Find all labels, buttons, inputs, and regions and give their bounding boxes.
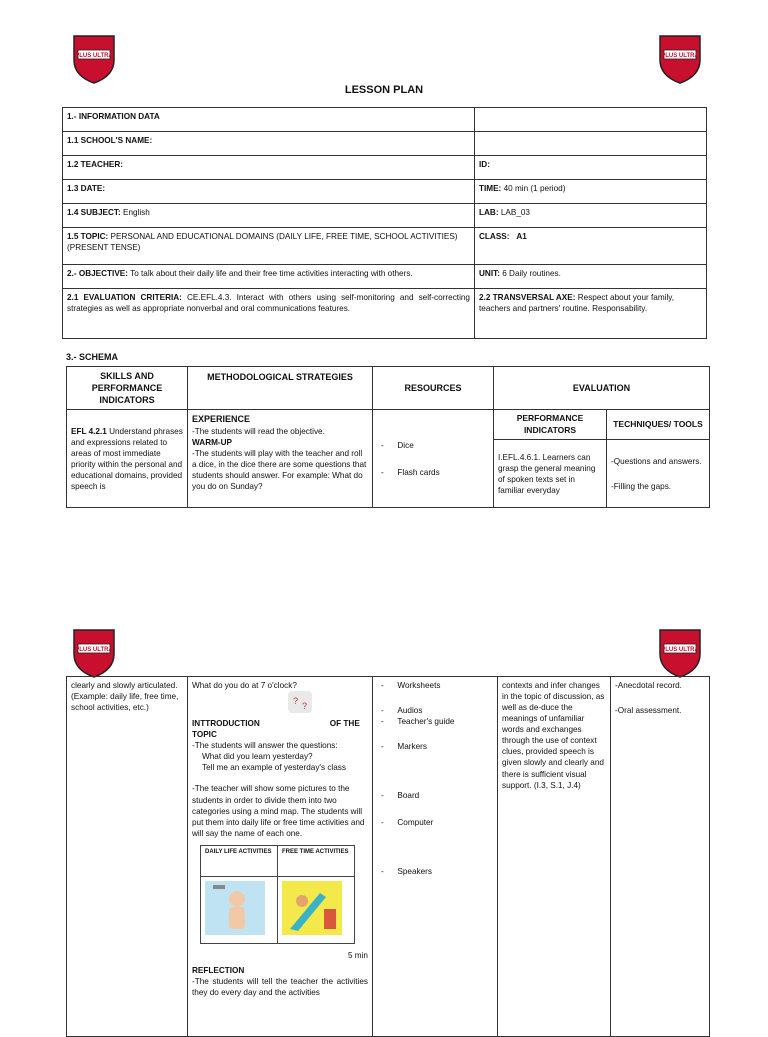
spacer bbox=[611, 467, 705, 481]
resource-label: Markers bbox=[397, 742, 427, 752]
perf-header: PERFORMANCE INDICATORS bbox=[494, 410, 607, 440]
time-value: 40 min (1 period) bbox=[501, 184, 566, 193]
perf-cont-cell: contexts and infer changes in the topic of discussion, as well as de-duce the meanings of unfamiliar words and exchanges through the use of context clues, provided speech is given slowly and clearly and there is sufficient visual support. (I.3, S.1, J.4) bbox=[498, 677, 611, 1037]
schema-continuation-table bbox=[66, 676, 710, 1037]
reflection-text: -The students will tell the teacher the activities they do every day and the activities bbox=[192, 976, 368, 997]
tech-cell bbox=[607, 440, 710, 508]
resource-label: Dice bbox=[397, 440, 414, 450]
resource-item: - Speakers bbox=[381, 867, 432, 877]
question-item: Tell me an example of yesterday's class bbox=[202, 763, 346, 773]
criteria-label: 2.1 EVALUATION CRITERIA: bbox=[67, 293, 182, 302]
methods-header: METHODOLOGICAL STRATEGIES bbox=[188, 367, 373, 410]
tech-item: -Filling the gaps. bbox=[611, 481, 672, 491]
skill-cell bbox=[67, 410, 188, 508]
lab-label: LAB: bbox=[479, 208, 499, 217]
logo-text: PLUS ULTRA bbox=[661, 647, 699, 653]
skills-header: SKILLS AND PERFORMANCE INDICATORS bbox=[67, 367, 188, 410]
resource-label: Teacher's guide bbox=[397, 717, 455, 727]
empty-cell bbox=[475, 132, 707, 156]
playground-image bbox=[280, 879, 344, 937]
tech-item: -Oral assessment. bbox=[615, 706, 682, 716]
axe-label: 2.2 TRANSVERSAL AXE: bbox=[479, 293, 576, 302]
intro-word: OF THE bbox=[329, 719, 360, 729]
empty-cell bbox=[475, 108, 707, 132]
shower-picture bbox=[201, 876, 278, 943]
school-crest-logo bbox=[656, 30, 704, 84]
spacer bbox=[381, 727, 493, 741]
resource-item: - Board bbox=[381, 791, 420, 801]
question-seven: What do you do at 7 o'clock? bbox=[192, 681, 297, 690]
school-crest-logo bbox=[656, 624, 704, 678]
question-item: What did you learn yesterday? bbox=[202, 752, 313, 762]
unit-cell bbox=[475, 265, 707, 289]
resources-header: RESOURCES bbox=[373, 367, 494, 410]
intro-heading bbox=[192, 718, 368, 729]
resource-label: Computer bbox=[397, 818, 434, 828]
subject-label: 1.4 SUBJECT: bbox=[67, 208, 121, 217]
spacer bbox=[381, 451, 489, 467]
experience-text: -The students will read the objective. bbox=[192, 426, 325, 436]
teacher-label: 1.2 TEACHER: bbox=[63, 156, 475, 180]
information-data-heading: 1.- INFORMATION DATA bbox=[63, 108, 475, 132]
resource-label: Board bbox=[397, 791, 420, 801]
school-crest-logo bbox=[70, 30, 118, 84]
methods-cell bbox=[188, 410, 373, 508]
mindmap-table bbox=[200, 845, 355, 944]
resource-label: Worksheets bbox=[397, 681, 441, 690]
school-crest-logo bbox=[70, 624, 118, 678]
evaluation-header: EVALUATION bbox=[494, 367, 710, 410]
schema-title: 3.- SCHEMA bbox=[66, 352, 119, 362]
topic-cell bbox=[63, 228, 475, 265]
tech-item: -Questions and answers. bbox=[611, 456, 702, 466]
page-title: LESSON PLAN bbox=[344, 84, 424, 96]
spacer bbox=[381, 828, 493, 866]
free-time-label: FREE TIME ACTIVITIES bbox=[278, 845, 355, 876]
unit-label: UNIT: bbox=[479, 269, 500, 278]
spacer bbox=[381, 801, 493, 817]
time-label: TIME: bbox=[479, 184, 502, 193]
skill-text: Understand phrases and expressions related to areas of most immediate priority within the personal and educational domains, provided speech is bbox=[71, 426, 183, 492]
resource-item: - Audios bbox=[381, 706, 423, 716]
subject-value: English bbox=[120, 208, 150, 217]
resource-item: - Dice bbox=[381, 440, 414, 450]
objective-value: To talk about their daily life and their free time activities interacting with others. bbox=[127, 269, 413, 278]
skill-code: EFL 4.2.1 bbox=[71, 426, 107, 436]
class-label: CLASS: bbox=[479, 232, 510, 241]
class-cell bbox=[475, 228, 707, 265]
shower-image bbox=[203, 879, 267, 937]
spacer bbox=[192, 773, 368, 783]
intro-text: -The students will answer the questions: bbox=[192, 741, 338, 751]
resource-item: - Flash cards bbox=[381, 467, 440, 477]
logo-text: PLUS ULTRA bbox=[661, 53, 699, 59]
resource-item: - Teacher's guide bbox=[381, 717, 455, 727]
spacer bbox=[381, 752, 493, 790]
criteria-value: CE.EFL.4.3. Interact with others using self-monitoring and self-correcting strategies as well as appropriate nonverbal and oral communications features. bbox=[67, 293, 470, 314]
spacer bbox=[381, 691, 493, 705]
resource-label: Flash cards bbox=[397, 467, 440, 477]
logo-text: PLUS ULTRA bbox=[75, 53, 113, 59]
spacer bbox=[615, 691, 705, 705]
experience-heading: EXPERIENCE bbox=[192, 414, 251, 425]
resource-item: - Worksheets bbox=[381, 681, 441, 690]
resources-cell bbox=[373, 410, 494, 508]
resources-cont-cell bbox=[373, 677, 498, 1037]
five-minutes: 5 min bbox=[347, 950, 368, 960]
resource-item: - Markers bbox=[381, 742, 427, 752]
school-name-label: 1.1 SCHOOL'S NAME: bbox=[63, 132, 475, 156]
lab-cell bbox=[475, 204, 707, 228]
reflection-heading: REFLECTION bbox=[192, 965, 245, 975]
axe-cell bbox=[475, 289, 707, 339]
tech-cont-cell bbox=[611, 677, 710, 1037]
subject-cell bbox=[63, 204, 475, 228]
class-value: A1 bbox=[516, 232, 527, 241]
dice-image: ? ? bbox=[288, 691, 312, 713]
logo-text: PLUS ULTRA bbox=[75, 647, 113, 653]
warmup-heading: WARM-UP bbox=[192, 437, 233, 447]
tech-item: -Anecdotal record. bbox=[615, 681, 682, 690]
id-label: ID: bbox=[475, 156, 707, 180]
resource-label: Audios bbox=[397, 706, 423, 716]
intro-word: INTTRODUCTION bbox=[192, 719, 260, 729]
objective-cell bbox=[63, 265, 475, 289]
resource-label: Speakers bbox=[397, 867, 432, 877]
criteria-cell bbox=[63, 289, 475, 339]
unit-value: 6 Daily routines. bbox=[499, 269, 561, 278]
axe-value: Respect about your family, teachers and partners' routine. Responsability. bbox=[479, 293, 675, 314]
time-cell bbox=[475, 180, 707, 204]
methods-cont-cell bbox=[188, 677, 373, 1037]
mindmap-text: -The teacher will show some pictures to the students in order to divide them into two categories using a mind map. The students will put them into daily life or free time activities and will say the name of each one. bbox=[192, 784, 365, 838]
daily-life-label: DAILY LIFE ACTIVITIES bbox=[201, 845, 278, 876]
schema-table bbox=[66, 366, 710, 508]
topic-value: PERSONAL AND EDUCATIONAL DOMAINS (DAILY LIFE, FREE TIME, SCHOOL ACTIVITIES)(PRESENT TENSE) bbox=[67, 232, 458, 253]
information-table bbox=[62, 107, 707, 339]
resource-item: - Computer bbox=[381, 818, 434, 828]
intro-topic: TOPIC bbox=[192, 730, 217, 740]
playground-picture bbox=[278, 876, 355, 943]
objective-label: 2.- OBJECTIVE: bbox=[67, 269, 128, 278]
date-label: 1.3 DATE: bbox=[63, 180, 475, 204]
tech-header: TECHNIQUES/ TOOLS bbox=[607, 410, 710, 440]
lab-value: LAB_03 bbox=[498, 208, 530, 217]
perf-cell: I.EFL.4.6.1. Learners can grasp the general meaning of spoken texts set in familiar everyday bbox=[494, 440, 607, 508]
warmup-text: -The students will play with the teacher and roll a dice, in the dice there are some questions that students should answer. For example: What do you do on Sunday? bbox=[192, 448, 367, 491]
skill-cont-cell: clearly and slowly articulated. (Example: daily life, free time, school activities, etc.) bbox=[67, 677, 188, 1037]
topic-label: 1.5 TOPIC: bbox=[67, 232, 109, 241]
